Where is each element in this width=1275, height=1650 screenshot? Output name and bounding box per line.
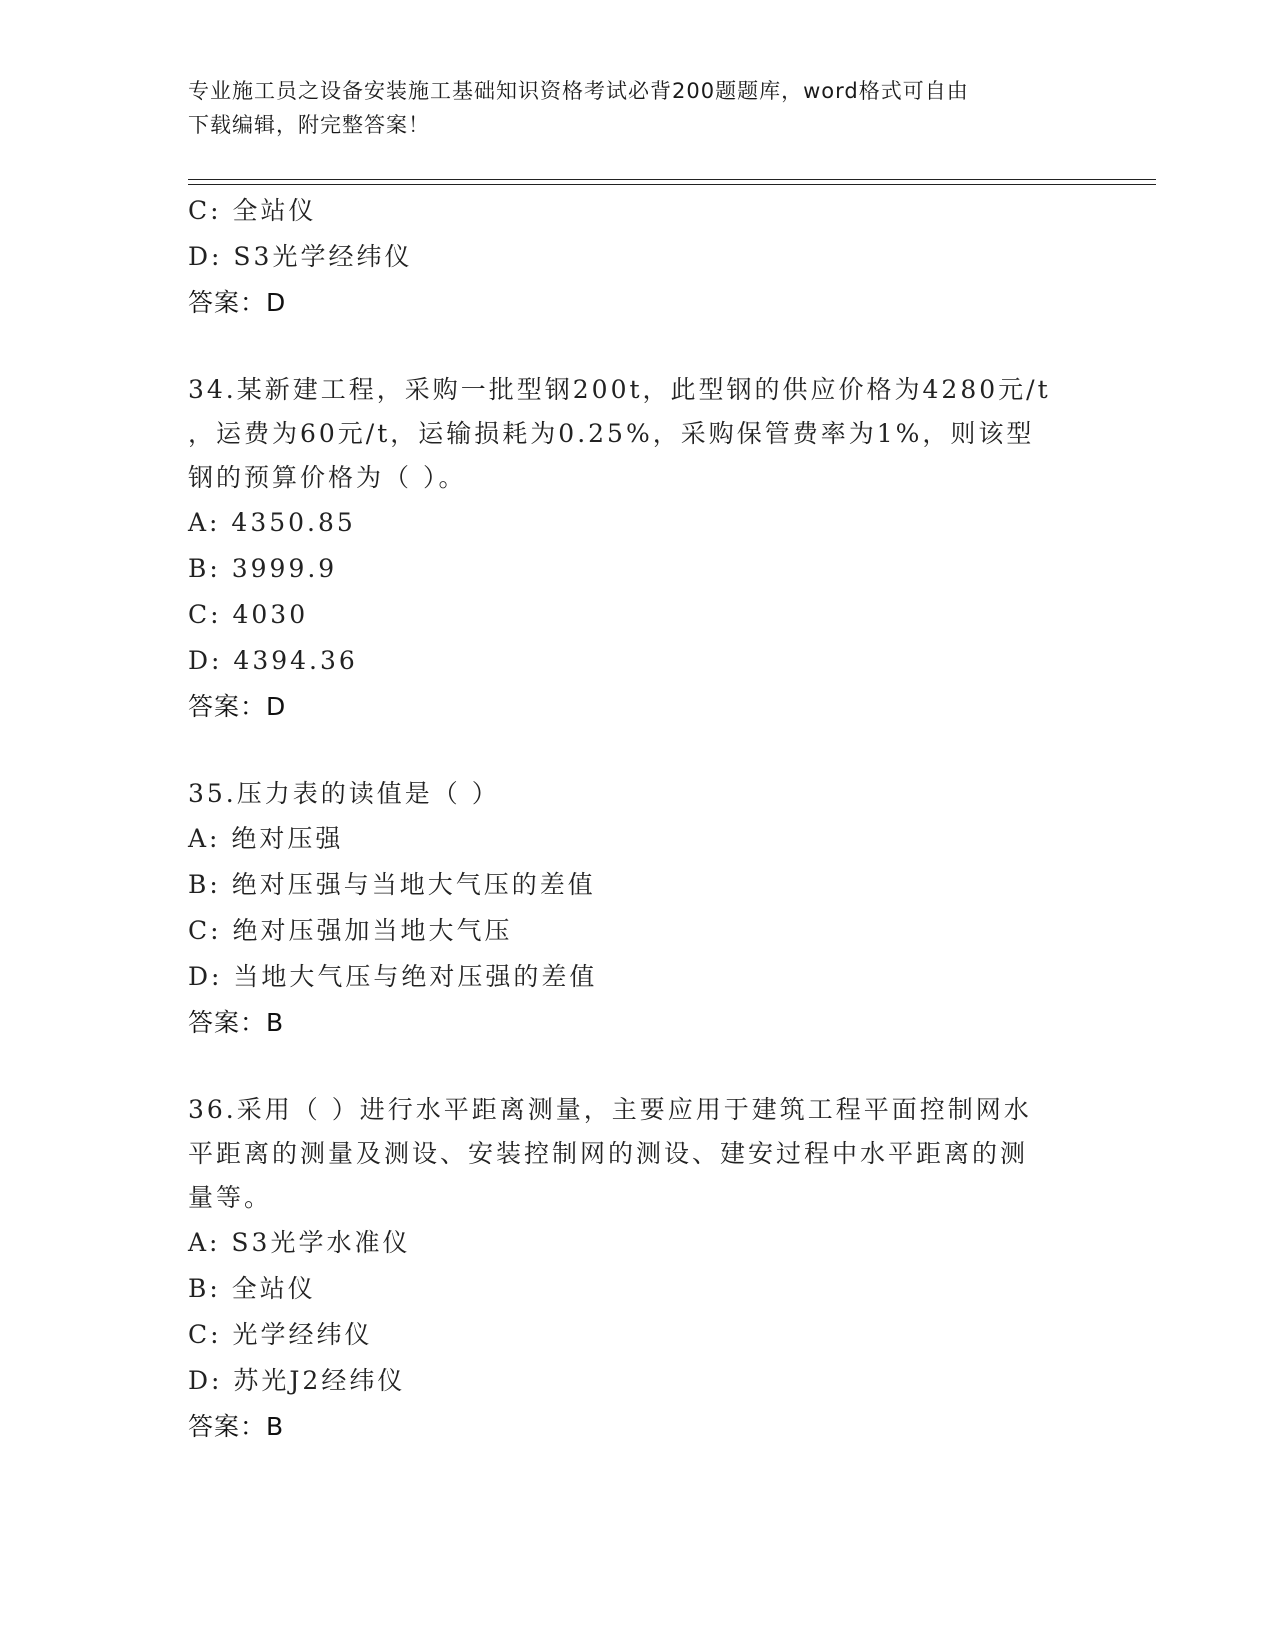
option-d: D: 当地大气压与绝对压强的差值 — [188, 962, 598, 991]
question-text-line: 36.采用（ ）进行水平距离测量，主要应用于建筑工程平面控制网水 — [188, 1095, 1032, 1124]
header-line-2: 下载编辑，附完整答案！ — [188, 113, 430, 137]
question-content — [188, 188, 1088, 1450]
option-d: D: S3光学经纬仪 — [188, 242, 413, 271]
option-c: C: 光学经纬仪 — [188, 1320, 373, 1349]
option-c: C: 4030 — [188, 600, 309, 629]
question-text-line: ，运费为60元/t，运输损耗为0.25%，采购保管费率为1%，则该型 — [188, 419, 1035, 448]
option-b: B: 3999.9 — [188, 554, 338, 583]
option-a: A: 绝对压强 — [188, 824, 344, 853]
header-line-1: 专业施工员之设备安装施工基础知识资格考试必背200题题库，word格式可自由 — [188, 79, 969, 103]
option-d: D: 4394.36 — [188, 646, 358, 675]
answer-line: 答案：B — [188, 1008, 285, 1037]
question-34 — [188, 368, 1088, 730]
option-a: A: 4350.85 — [188, 508, 356, 537]
answer-line: 答案：B — [188, 1412, 285, 1441]
option-c: C: 全站仪 — [188, 196, 317, 225]
header-double-rule — [188, 179, 1156, 185]
option-d: D: 苏光J2经纬仪 — [188, 1366, 406, 1395]
option-a: A: S3光学水准仪 — [188, 1228, 411, 1257]
question-36 — [188, 1088, 1088, 1450]
question-text-line: 量等。 — [188, 1183, 273, 1212]
option-b: B: 全站仪 — [188, 1274, 316, 1303]
answer-line: 答案：D — [188, 288, 287, 317]
question-text-line: 34.某新建工程，采购一批型钢200t，此型钢的供应价格为4280元/t — [188, 375, 1051, 404]
question-text-line: 钢的预算价格为（ ）。 — [188, 463, 467, 492]
answer-line: 答案：D — [188, 692, 287, 721]
question-text-line: 平距离的测量及测设、安装控制网的测设、建安过程中水平距离的测 — [188, 1139, 1029, 1168]
page-header — [188, 74, 1068, 142]
question-35 — [188, 772, 1088, 1046]
prev-question-tail — [188, 188, 1088, 326]
question-text-line: 35.压力表的读值是（ ） — [188, 779, 500, 808]
option-b: B: 绝对压强与当地大气压的差值 — [188, 870, 596, 899]
option-c: C: 绝对压强加当地大气压 — [188, 916, 513, 945]
